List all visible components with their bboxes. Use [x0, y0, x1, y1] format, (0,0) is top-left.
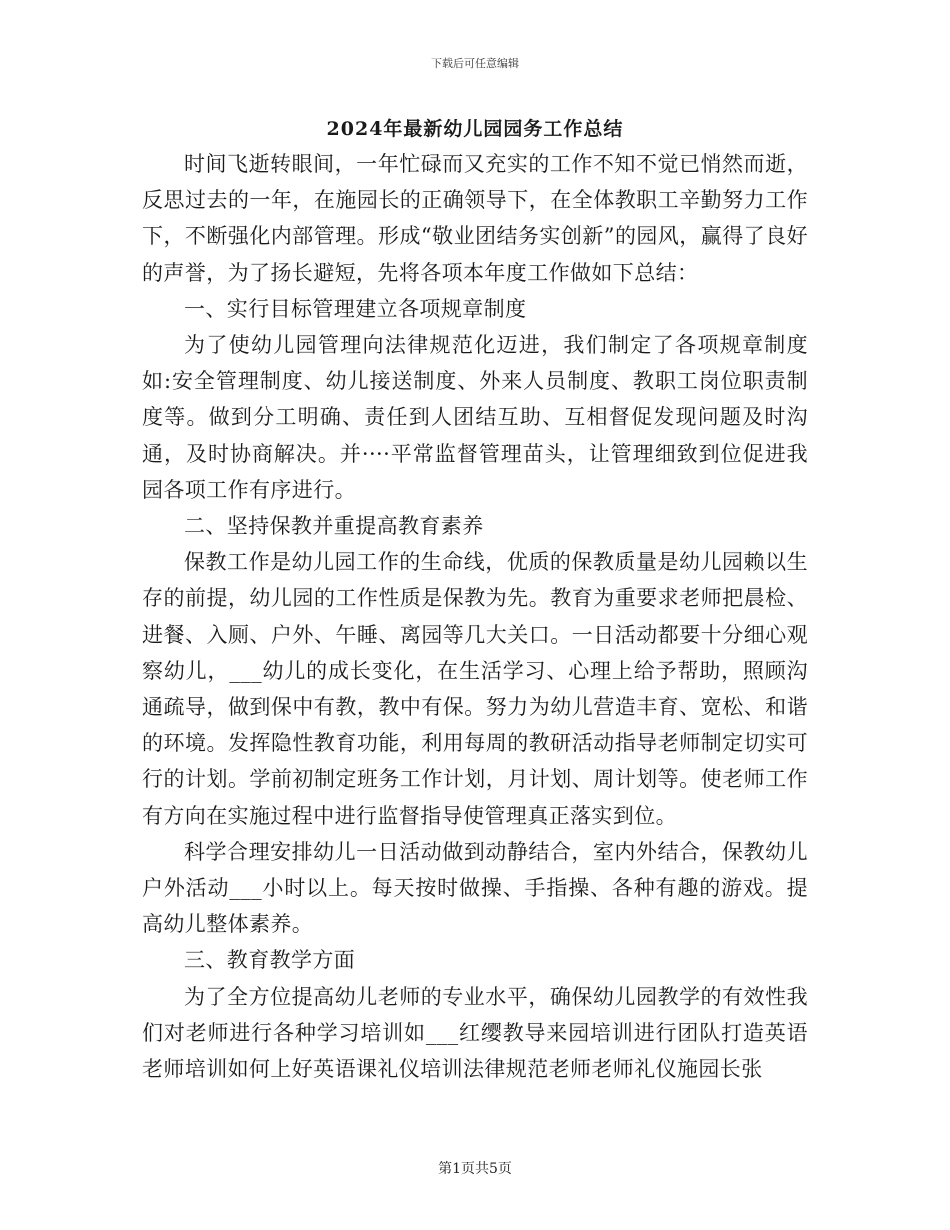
section-3-paragraph: 为了全方位提高幼儿老师的专业水平，确保幼儿园教学的有效性我们对老师进行各种学习培训如___红缨教导来园培训进行团队打造英语老师培训如何上好英语课礼仪培训法律规范老师老师礼仪施园长张	[142, 984, 808, 1082]
section-2-paragraph-2: 科学合理安排幼儿一日活动做到动静结合，室内外结合，保教幼儿户外活动___小时以上。每天按时做操、手指操、各种有趣的游戏。提高幼儿整体素养。	[142, 839, 808, 937]
section-2-paragraph-1: 保教工作是幼儿园工作的生命线，优质的保教质量是幼儿园赖以生存的前提，幼儿园的工作性质是保教为先。教育为重要求老师把晨检、进餐、入厕、户外、午睡、离园等几大关口。一日活动都要十分细心观察幼儿，___幼儿的成长变化，在生活学习、心理上给予帮助，照顾沟通疏导，做到保中有教，教中有保。努力为幼儿营造丰育、宽松、和谐的环境。发挥隐性教育功能，利用每周的教研活动指导老师制定切实可行的计划。学前初制定班务工作计划，月计划、周计划等。使老师工作有方向在实施过程中进行监督指导使管理真正落实到位。	[142, 550, 808, 828]
document-body	[142, 146, 808, 1087]
document-title: 2024年最新幼儿园园务工作总结	[326, 118, 624, 140]
section-heading-3: 三、教育教学方面	[184, 948, 356, 973]
section-heading-2: 二、坚持保教并重提高教育素养	[184, 514, 484, 539]
section-1-paragraph: 为了使幼儿园管理向法律规范化迈进，我们制定了各项规章制度如:安全管理制度、幼儿接送制度、外来人员制度、教职工岗位职责制度等。做到分工明确、责任到人团结互助、互相督促发现问题及时沟通，及时协商解决。并····平常监督管理苗头，让管理细致到位促进我园各项工作有序进行。	[142, 333, 808, 502]
intro-paragraph: 时间飞逝转眼间，一年忙碌而又充实的工作不知不觉已悄然而逝，反思过去的一年，在施园长的正确领导下，在全体教职工辛勤努力工作下，不断强化内部管理。形成“敬业团结务实创新”的园风，赢得了良好的声誉，为了扬长避短，先将各项本年度工作做如下总结：	[142, 152, 808, 285]
page-number-footer: 第1页共5页	[438, 1161, 512, 1177]
header-note: 下载后可任意编辑	[431, 57, 519, 70]
section-heading-1: 一、实行目标管理建立各项规章制度	[184, 296, 527, 321]
